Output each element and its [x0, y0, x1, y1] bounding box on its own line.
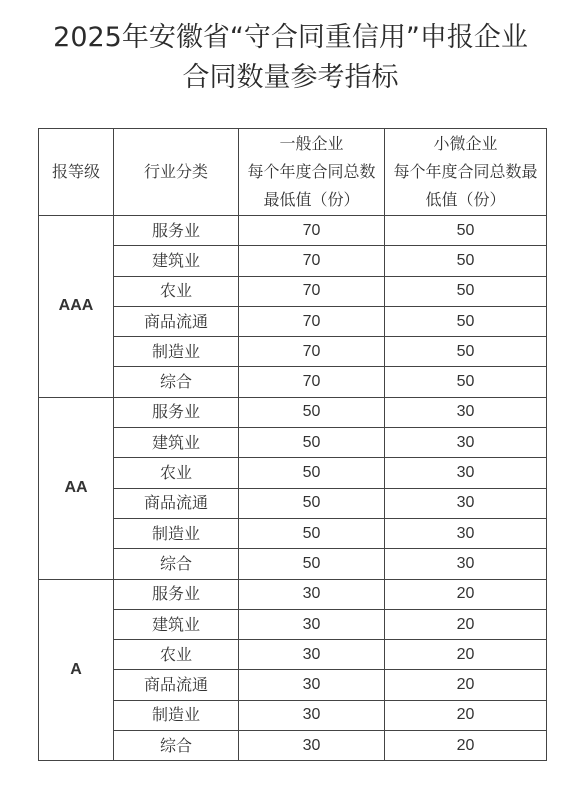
- general-value-cell: 70: [239, 367, 385, 397]
- industry-cell: 建筑业: [114, 246, 239, 276]
- general-value-cell: 70: [239, 216, 385, 246]
- table-row: [39, 458, 547, 488]
- industry-cell: 农业: [114, 640, 239, 670]
- table-row: [39, 549, 547, 579]
- general-value-cell: 50: [239, 397, 385, 427]
- small-value-cell: 50: [385, 246, 547, 276]
- industry-cell: 综合: [114, 731, 239, 761]
- header-general-line-3: 最低值（份）: [263, 190, 360, 209]
- title-line-1: 2025年安徽省“守合同重信用”申报企业: [53, 22, 528, 53]
- general-value-cell: 30: [239, 731, 385, 761]
- general-value-cell: 30: [239, 609, 385, 639]
- industry-cell: 综合: [114, 367, 239, 397]
- level-cell: A: [39, 579, 114, 761]
- general-value-cell: 70: [239, 276, 385, 306]
- table-row: [39, 367, 547, 397]
- table-row: [39, 428, 547, 458]
- general-value-cell: 50: [239, 518, 385, 548]
- header-row: [39, 129, 547, 216]
- small-value-cell: 30: [385, 488, 547, 518]
- industry-cell: 制造业: [114, 518, 239, 548]
- small-value-cell: 50: [385, 337, 547, 367]
- general-value-cell: 30: [239, 579, 385, 609]
- industry-cell: 服务业: [114, 397, 239, 427]
- table-row: [39, 306, 547, 336]
- contract-quota-table: [38, 128, 547, 761]
- small-value-cell: 50: [385, 306, 547, 336]
- general-value-cell: 30: [239, 670, 385, 700]
- small-value-cell: 30: [385, 428, 547, 458]
- industry-cell: 商品流通: [114, 306, 239, 336]
- table-row: [39, 579, 547, 609]
- header-industry: 行业分类: [114, 129, 239, 216]
- small-value-cell: 20: [385, 609, 547, 639]
- small-value-cell: 20: [385, 579, 547, 609]
- industry-cell: 农业: [114, 458, 239, 488]
- small-value-cell: 50: [385, 276, 547, 306]
- table-body: [39, 216, 547, 761]
- industry-cell: 商品流通: [114, 670, 239, 700]
- header-small-line-3: 低值（份）: [425, 190, 506, 209]
- table-row: [39, 700, 547, 730]
- small-value-cell: 50: [385, 367, 547, 397]
- general-value-cell: 50: [239, 549, 385, 579]
- table-row: [39, 246, 547, 276]
- small-value-cell: 20: [385, 731, 547, 761]
- small-value-cell: 20: [385, 670, 547, 700]
- small-value-cell: 30: [385, 458, 547, 488]
- industry-cell: 综合: [114, 549, 239, 579]
- level-cell: AA: [39, 397, 114, 579]
- general-value-cell: 50: [239, 488, 385, 518]
- industry-cell: 建筑业: [114, 428, 239, 458]
- table-row: [39, 670, 547, 700]
- general-value-cell: 70: [239, 246, 385, 276]
- table-row: [39, 397, 547, 427]
- small-value-cell: 30: [385, 397, 547, 427]
- general-value-cell: 50: [239, 428, 385, 458]
- general-value-cell: 50: [239, 458, 385, 488]
- industry-cell: 商品流通: [114, 488, 239, 518]
- table-row: [39, 216, 547, 246]
- table-row: [39, 518, 547, 548]
- table-row: [39, 609, 547, 639]
- header-small-line-2: 每个年度合同总数最: [393, 162, 538, 181]
- general-value-cell: 70: [239, 337, 385, 367]
- header-general-enterprise: [239, 129, 385, 216]
- header-general-line-1: 一般企业: [279, 134, 344, 153]
- general-value-cell: 30: [239, 640, 385, 670]
- table-row: [39, 337, 547, 367]
- small-value-cell: 20: [385, 640, 547, 670]
- small-value-cell: 30: [385, 518, 547, 548]
- general-value-cell: 30: [239, 700, 385, 730]
- header-small-enterprise: [385, 129, 547, 216]
- small-value-cell: 20: [385, 700, 547, 730]
- header-small-line-1: 小微企业: [433, 134, 498, 153]
- document-title: [0, 18, 581, 98]
- table-row: [39, 276, 547, 306]
- small-value-cell: 30: [385, 549, 547, 579]
- header-general-line-2: 每个年度合同总数: [247, 162, 376, 181]
- industry-cell: 制造业: [114, 337, 239, 367]
- industry-cell: 服务业: [114, 216, 239, 246]
- table-row: [39, 488, 547, 518]
- industry-cell: 建筑业: [114, 609, 239, 639]
- small-value-cell: 50: [385, 216, 547, 246]
- industry-cell: 服务业: [114, 579, 239, 609]
- title-line-2: 合同数量参考指标: [182, 62, 399, 93]
- table-row: [39, 640, 547, 670]
- industry-cell: 农业: [114, 276, 239, 306]
- industry-cell: 制造业: [114, 700, 239, 730]
- header-level: 报等级: [39, 129, 114, 216]
- level-cell: AAA: [39, 216, 114, 398]
- table-row: [39, 731, 547, 761]
- general-value-cell: 70: [239, 306, 385, 336]
